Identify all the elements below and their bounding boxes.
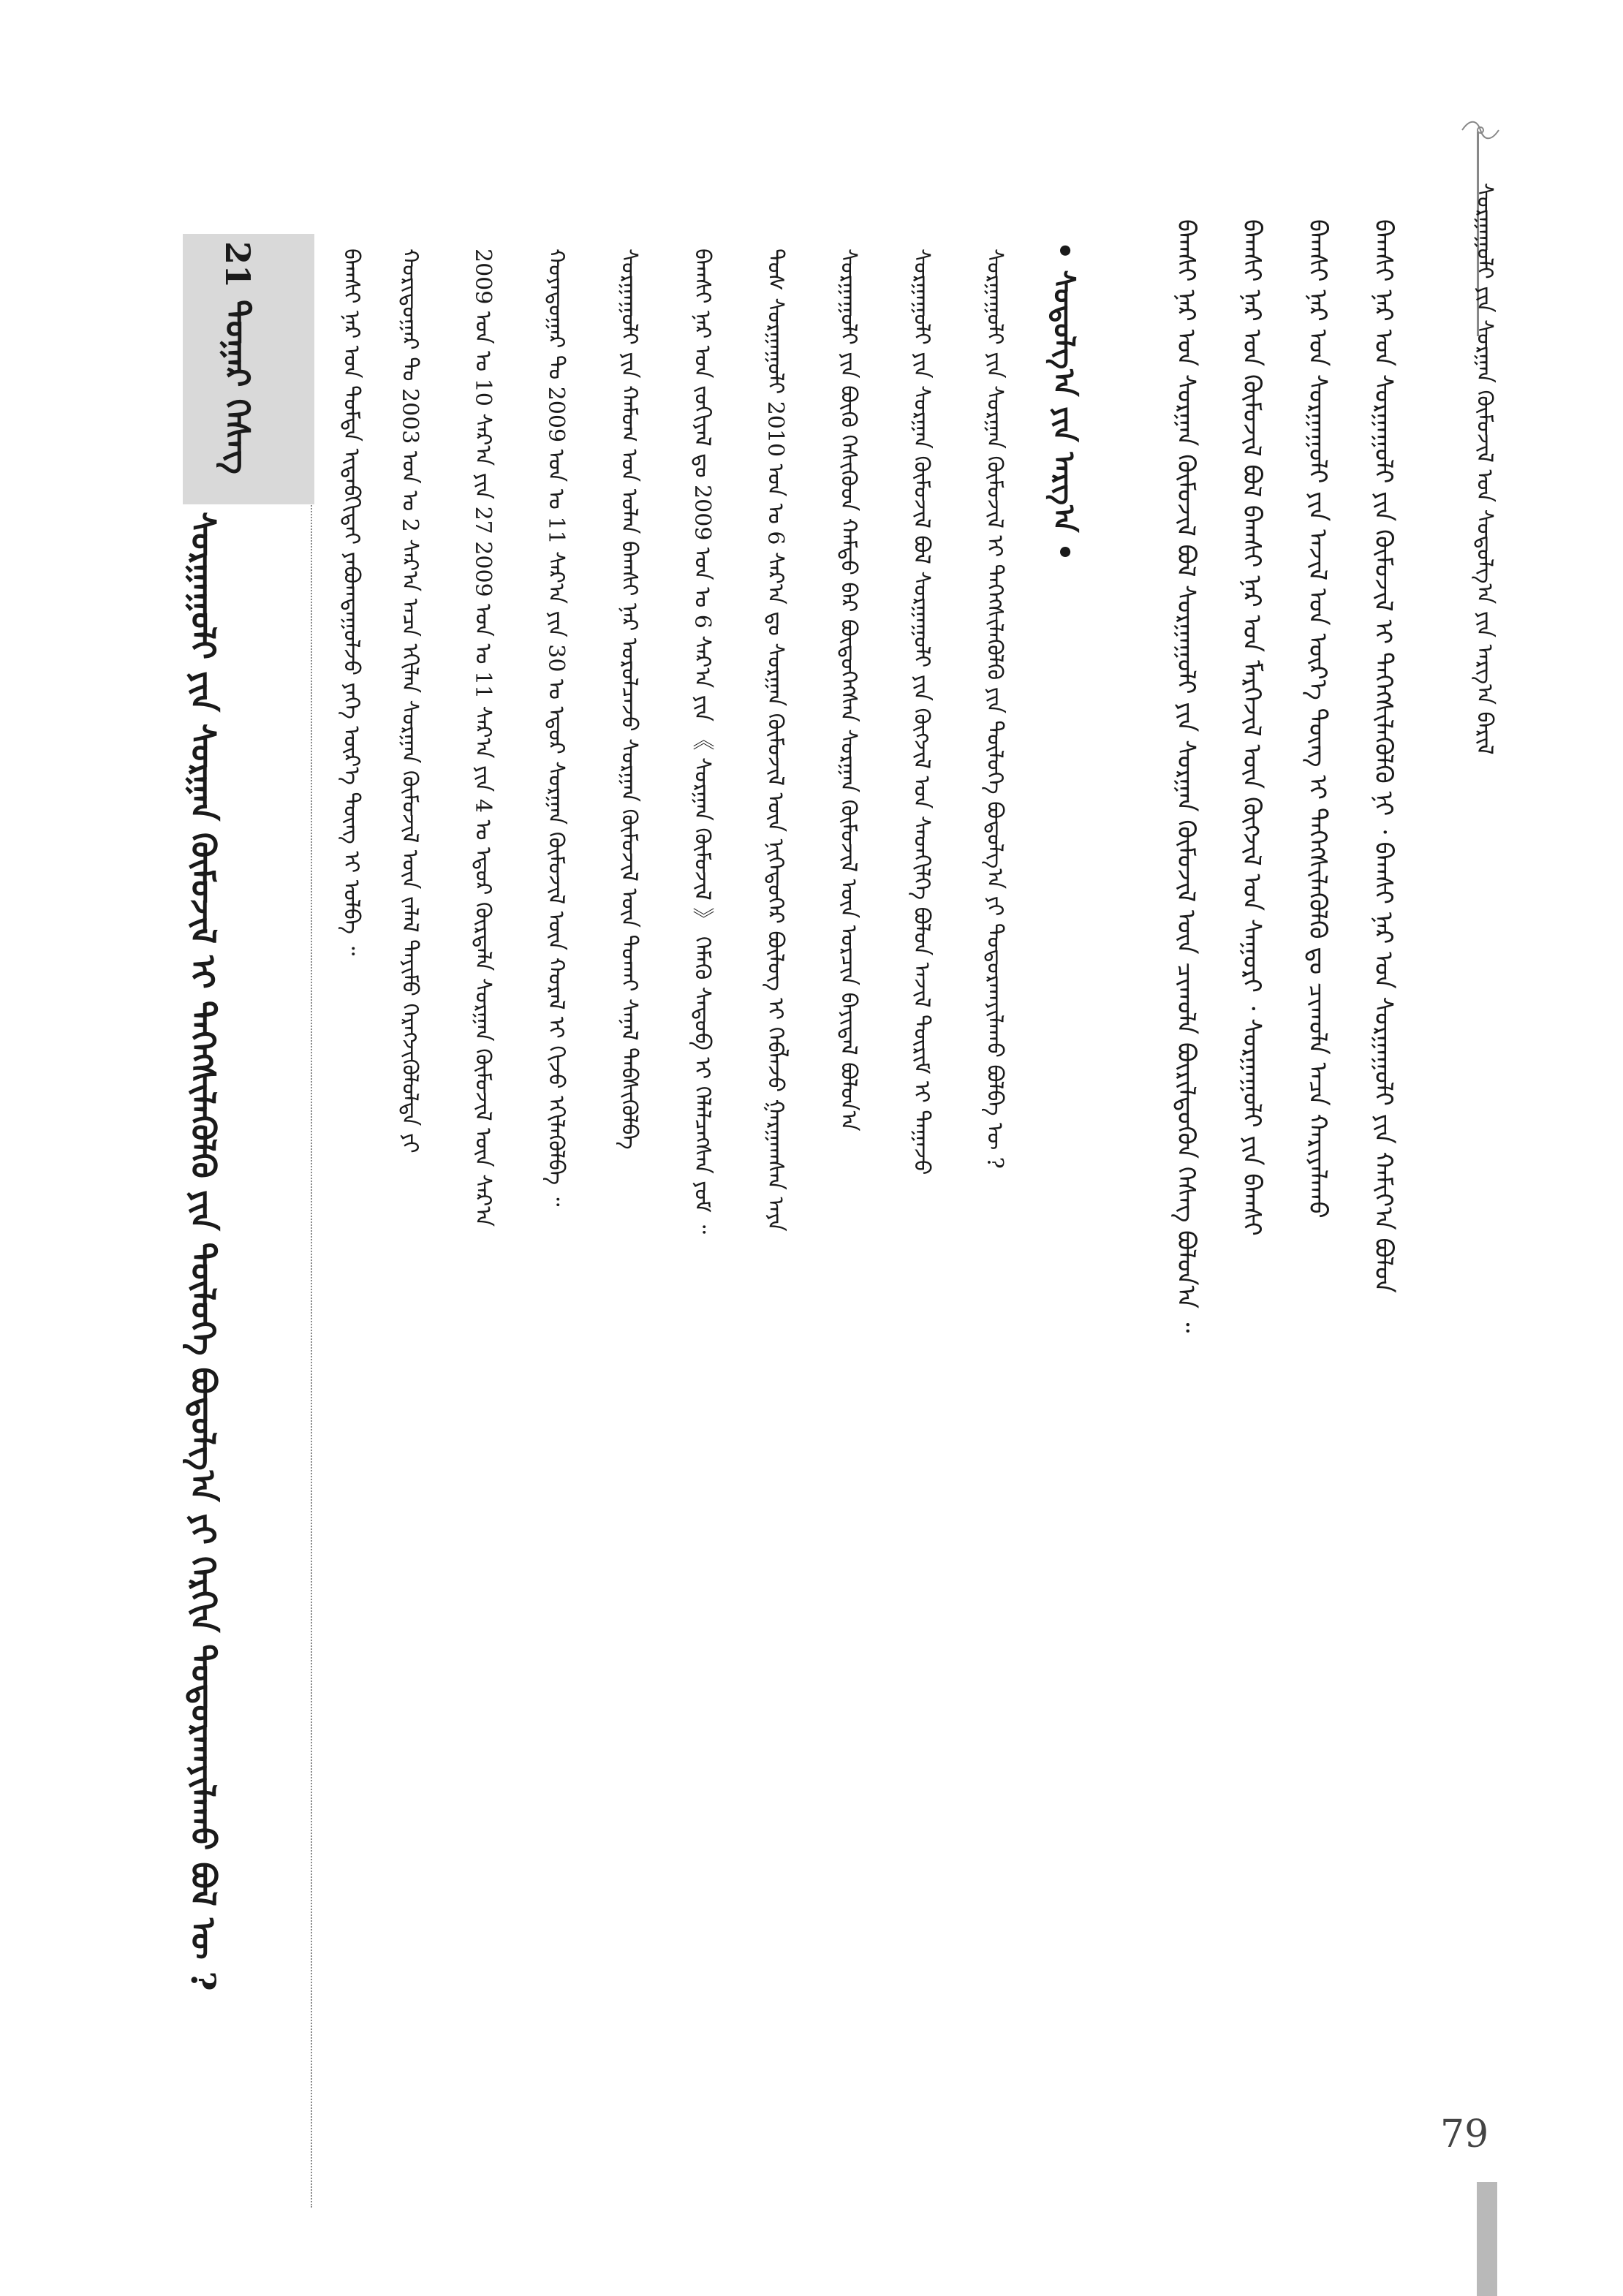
ornament-swirl-icon [1459, 115, 1502, 145]
lower-paragraph-line: ᠲᠤᠰ ᠰᠤᠷᠭᠠᠭᠤᠯᠢ 2010 ᠣᠨ ᠤ 6 ᠰᠠᠷ᠎ᠠ ᠳᠤ ᠰᠤᠷᠭᠠᠨ ᠬᠦᠮᠦᠵᠢᠯ ᠦᠨ ᠨᠢᠭᠡᠳᠦᠭᠡᠷ ᠪᠦᠯᠦᠭ ᠢ ᠬᠡᠪᠯᠡᠵᠦ ᠭᠠᠷᠭᠠᠭᠰᠠᠨ ᠠᠶᠠ [763, 249, 788, 1232]
upper-paragraph-line: ᠪᠠᠭᠰᠢ ᠨᠠᠷ ᠤᠨ ᠰᠤᠷᠭᠠᠨ ᠬᠦᠮᠦᠵᠢᠯ ᠪᠣᠯ ᠰᠤᠷᠭᠠᠭᠤᠯᠢ ᠶᠢᠨ ᠰᠤᠷᠭᠠᠨ ᠬᠦᠮᠦᠵᠢᠯ ᠦᠨ ᠴᠢᠬᠤᠯᠠ ᠪᠦᠷᠢᠯᠳᠦᠬᠦᠨ ᠬᠡᠰᠡᠭ ᠪᠣᠯᠤᠨ᠎ᠠ ᠃ [1171, 219, 1200, 1333]
running-header: ᠰᠤᠷᠭᠠᠭᠤᠯᠢ ᠶᠢᠨ ᠰᠤᠷᠭᠠᠨ ᠬᠦᠮᠦᠵᠢᠯ ᠤᠨ ᠰᠤᠳᠤᠯᠭ᠎ᠠ ᠶᠢᠨ ᠠᠷᠭ᠎ᠠ ᠪᠠᠷᠢᠯ [1472, 183, 1497, 755]
lower-paragraph-line: ᠪᠠᠭᠰᠢ ᠨᠠᠷ ᠤᠨ ᠳᠤᠮᠳᠠ ᠢᠳᠡᠪᠬᠢᠲᠡᠢ ᠶᠠᠪᠤᠭᠳᠠᠭᠤᠯᠵᠤ ᠶᠡᠬᠡ ᠦᠷ᠎ᠡ ᠳᠦᠩ ᠢ ᠣᠯᠪᠠ ᠃ [338, 249, 364, 956]
page-edge-tab [1477, 2182, 1497, 2296]
lower-paragraph-line: ᠰᠤᠷᠭᠠᠭᠤᠯᠢ ᠶᠢᠨ ᠬᠠᠮᠤᠭ ᠤᠨ ᠣᠯᠠᠨ ᠪᠠᠭᠰᠢ ᠨᠠᠷ ᠣᠷᠣᠯᠴᠠᠵᠤ ᠰᠤᠷᠭᠠᠨ ᠬᠦᠮᠦᠵᠢᠯ ᠦᠨ ᠲᠤᠬᠠᠢ ᠰᠠᠨᠠᠯ ᠳᠡᠪᠰᠢᠭᠦᠯᠪᠡ [616, 249, 642, 1150]
lower-paragraph-line: ᠬᠣᠷᠢᠳᠤᠭᠠᠷ ᠲᠤ 2003 ᠣᠨ ᠤ 2 ᠰᠠᠷ᠎ᠠ ᠠᠴᠠ ᠡᠬᠢᠯᠡᠨ ᠰᠤᠷᠭᠠᠨ ᠬᠦᠮᠦᠵᠢᠯ ᠦᠨ ᠵᠠᠯᠠᠯ ᠲᠡᠶᠢᠮᠦ ᠬᠡᠷᠡᠭᠵᠢᠭᠦᠯᠦᠯᠲᠡ ᠶᠢ [397, 249, 423, 1153]
section-title: ᠰᠤᠷᠭᠠᠭᠤᠯᠢ ᠶᠢᠨ ᠰᠤᠷᠭᠠᠨ ᠬᠦᠮᠦᠵᠢᠯ ᠢ ᠳᠡᠭᠡᠭᠰᠢᠯᠡᠭᠦᠯᠬᠦ ᠶᠢᠨ ᠲᠥᠯᠥᠭᠡ ᠪᠣᠳᠤᠯᠭ᠎ᠠ ᠶᠢ ᠬᠡᠷᠬᠢᠨ ᠲᠣᠳᠣᠷᠬᠠᠶᠢᠯᠠᠬᠤ ᠪᠣᠯ ᠦ ? [184, 512, 223, 1991]
upper-paragraph-line: ᠪᠠᠭᠰᠢ ᠨᠠᠷ ᠤᠨ ᠰᠤᠷᠭᠠᠭᠤᠯᠢ ᠶᠢᠨ ᠠᠵᠢᠯ ᠤᠨ ᠦᠷ᠎ᠡ ᠳᠦᠩ ᠢ ᠳᠡᠭᠡᠭᠰᠢᠯᠡᠭᠦᠯᠬᠦ ᠳᠤ ᠴᠢᠬᠤᠯᠠ ᠠᠴᠠ ᠬᠠᠷᠢᠶᠠᠯᠠᠬᠤ [1303, 219, 1332, 1219]
section-subheading: • ᠰᠤᠳᠤᠯᠭ᠎ᠠ ᠶᠢᠨ ᠠᠷᠭ᠎ᠠ • [1047, 241, 1081, 561]
lower-paragraph-line: ᠰᠤᠷᠭᠠᠭᠤᠯᠢ ᠶᠢᠨ ᠰᠤᠷᠭᠠᠨ ᠬᠦᠮᠦᠵᠢᠯ ᠪᠣᠯ ᠰᠤᠷᠭᠠᠭᠤᠯᠢ ᠶᠢᠨ ᠬᠥᠭᠵᠢᠯ ᠤᠨ ᠰᠡᠳᠬᠢᠯᠭᠡ ᠪᠣᠯᠤᠨ ᠠᠵᠢᠯ ᠳᠦᠷᠢᠮ ᠢ ᠳᠠᠭᠠᠵᠤ [909, 249, 934, 1175]
lower-paragraph-line: ᠰᠤᠷᠭᠠᠭᠤᠯᠢ ᠶᠢᠨ ᠰᠤᠷᠭᠠᠨ ᠬᠦᠮᠦᠵᠢᠯ ᠢ ᠳᠡᠭᠡᠭᠰᠢᠯᠡᠭᠦᠯᠬᠦ ᠶᠢᠨ ᠲᠥᠯᠥᠭᠡ ᠪᠣᠳᠤᠯᠭ᠎ᠠ ᠶᠢ ᠲᠣᠳᠣᠷᠬᠠᠶᠢᠯᠠᠬᠤ ᠪᠣᠯᠪᠠ ᠦ ? [982, 249, 1007, 1169]
section-number: 21 ᠳᠤᠭᠠᠷ ᠬᠡᠰᠡᠭ [218, 241, 257, 474]
dotted-separator [311, 234, 312, 2208]
lower-paragraph-line: ᠪᠠᠭᠰᠢ ᠨᠠᠷ ᠤᠨ ᠵᠣᠬᠢᠶᠠᠯ ᠳᠤ 2009 ᠣᠨ ᠤ 6 ᠰᠠᠷ᠎ᠠ ᠶᠢᠨ 《 ᠰᠤᠷᠭᠠᠨ ᠬᠦᠮᠦᠵᠢᠯ 》 ᠬᠡᠮᠡᠬᠦ ᠰᠡᠳᠦᠪ ᠢ ᠬᠡᠯᠡᠯᠴᠡᠭᠰᠡᠨ ᠶᠤᠮ ᠃ [689, 249, 715, 1235]
upper-paragraph-line: ᠪᠠᠭᠰᠢ ᠨᠠᠷ ᠤᠨ ᠬᠦᠮᠦᠵᠢᠯ ᠪᠣᠯ ᠪᠠᠭᠰᠢ ᠨᠠᠷ ᠤᠨ ᠮᠡᠷᠭᠡᠵᠢᠯ ᠦᠨ ᠬᠥᠭᠵᠢᠯ ᠤᠨ ᠰᠠᠭᠤᠷᠢ ᠂ ᠰᠤᠷᠭᠠᠭᠤᠯᠢ ᠶᠢᠨ ᠪᠠᠭᠰᠢ [1237, 219, 1266, 1236]
header-ornament-icon [1459, 115, 1502, 145]
lower-paragraph-line: 2009 ᠣᠨ ᠤ 10 ᠰᠠᠷ᠎ᠠ ᠶᠢᠨ 27 2009 ᠣᠨ ᠤ 11 ᠰᠠᠷ᠎ᠠ ᠶᠢᠨ 4 ᠤ ᠡᠳᠦᠷ ᠬᠦᠷᠲᠡᠯᠡ ᠰᠤᠷᠭᠠᠨ ᠬᠦᠮᠦᠵᠢᠯ ᠦᠨ ᠰᠠᠷ᠎ᠠ [470, 249, 496, 1227]
page-number: 79 [1440, 2113, 1489, 2156]
upper-paragraph-line: ᠪᠠᠭᠰᠢ ᠨᠠᠷ ᠤᠨ ᠰᠤᠷᠭᠠᠭᠤᠯᠢ ᠶᠢᠨ ᠬᠦᠮᠦᠵᠢᠯ ᠢ ᠳᠡᠭᠡᠭᠰᠢᠯᠡᠭᠦᠯᠬᠦ ᠨᠢ ᠂ ᠪᠠᠭᠰᠢ ᠨᠠᠷ ᠤᠨ ᠰᠤᠷᠭᠠᠭᠤᠯᠢ ᠶᠢᠨ ᠬᠠᠮᠢᠶ᠎ᠠ ᠪᠤᠯᠤᠨ [1369, 219, 1398, 1293]
lower-paragraph-line: ᠰᠤᠷᠭᠠᠭᠤᠯᠢ ᠶᠢᠨ ᠪᠦᠬᠦ ᠭᠡᠰᠢᠭᠦᠳ ᠬᠠᠮᠲᠤ ᠪᠡᠷ ᠪᠦᠲᠦᠭᠡᠭᠰᠡᠨ ᠰᠤᠷᠭᠠᠨ ᠬᠦᠮᠦᠵᠢᠯ ᠦᠨ ᠤᠷᠴᠢᠨ ᠪᠠᠶᠢᠳᠠᠯ ᠪᠣᠯᠤᠨ᠎ᠠ [836, 249, 861, 1132]
lower-paragraph-line: ᠬᠣᠶᠠᠳᠤᠭᠠᠷ ᠲᠤ 2009 ᠣᠨ ᠤ 11 ᠰᠠᠷ᠎ᠠ ᠶᠢᠨ 30 ᠤ ᠡᠳᠦᠷ ᠰᠤᠷᠭᠠᠨ ᠬᠦᠮᠦᠵᠢᠯ ᠦᠨ ᠬᠤᠷᠠᠯ ᠢ ᠬᠢᠵᠦ ᠡᠬᠢᠯᠡᠭᠦᠯᠪᠡ ᠃ [543, 249, 569, 1207]
